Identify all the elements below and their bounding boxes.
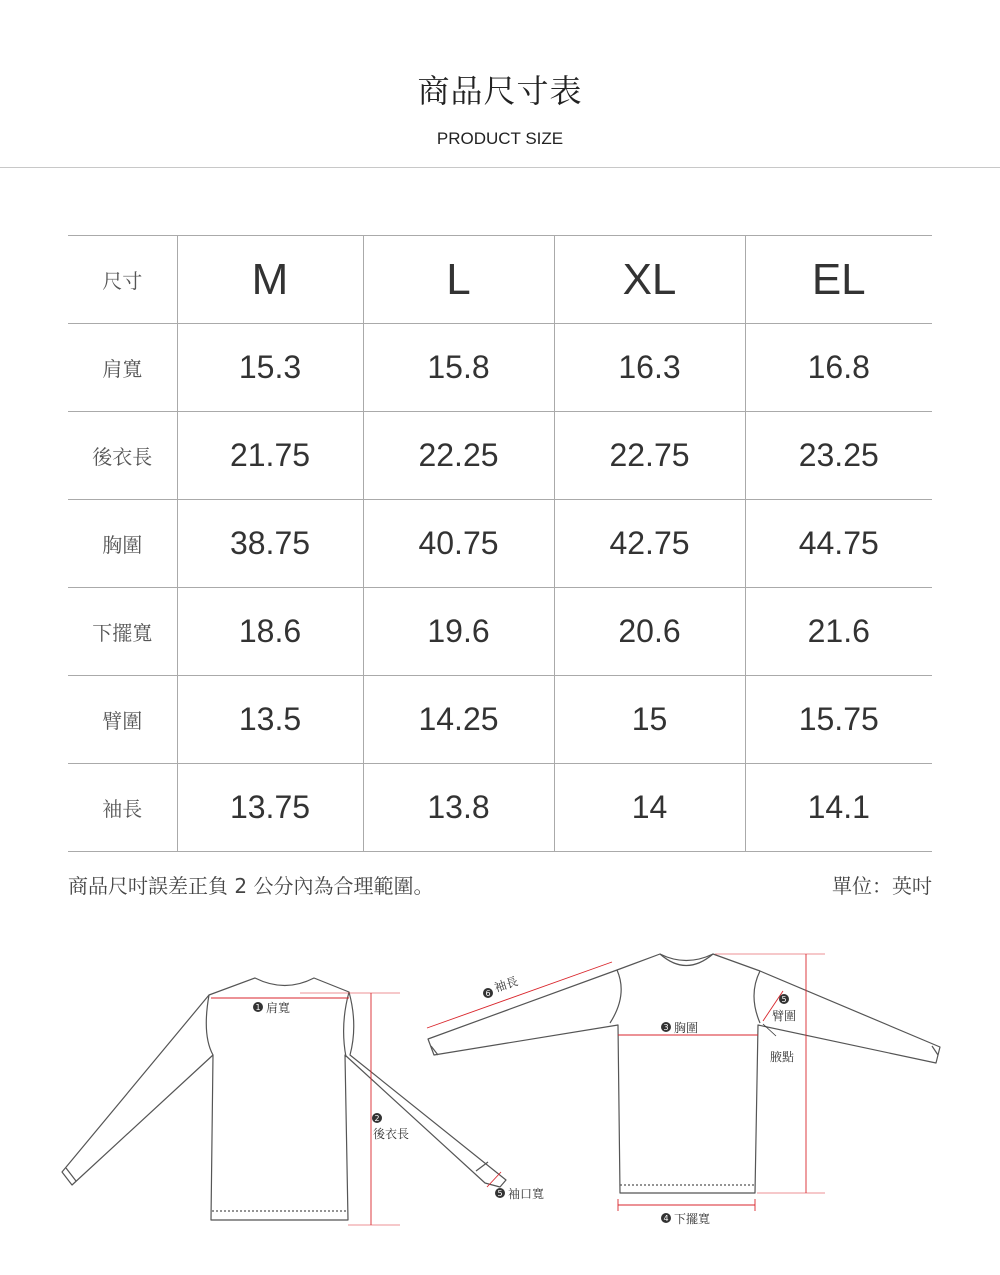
row-label-shoulder: 肩寬: [68, 324, 177, 412]
header-divider: [0, 167, 1000, 168]
table-row: [68, 412, 932, 500]
svg-text:5: 5: [781, 995, 787, 1004]
page-title: 商品尺寸表: [417, 72, 583, 110]
table-cell: 14: [554, 764, 745, 852]
table-cell: 14.25: [363, 676, 554, 764]
svg-text:臂圍: 臂圍: [772, 1009, 797, 1023]
svg-text:5: 5: [497, 1189, 503, 1198]
table-cell: 21.75: [177, 412, 363, 500]
table-cell: 21.6: [745, 588, 932, 676]
table-cell: 16.8: [745, 324, 932, 412]
svg-text:6: 6: [485, 989, 491, 998]
table-cell: 22.25: [363, 412, 554, 500]
size-header-label: 尺寸: [68, 236, 177, 324]
row-label-hem: 下擺寬: [68, 588, 177, 676]
size-col-el: EL: [745, 236, 932, 324]
sleeve-length-line: [427, 962, 612, 1028]
mark-shoulder: [253, 1000, 290, 1015]
table-cell: 42.75: [554, 500, 745, 588]
mark-hem: [661, 1211, 710, 1226]
garment-measurement-diagram: [0, 935, 1000, 1235]
table-cell: 38.75: [177, 500, 363, 588]
row-label-sleeve: 袖長: [68, 764, 177, 852]
table-cell: 15: [554, 676, 745, 764]
row-label-chest: 胸圍: [68, 500, 177, 588]
armpit-pointer: [763, 1024, 776, 1036]
size-table: [68, 235, 932, 852]
table-cell: 44.75: [745, 500, 932, 588]
tolerance-note: 商品尺吋誤差正負 2 公分內為合理範圍。: [68, 874, 434, 898]
mark-chest: [661, 1020, 698, 1035]
table-cell: 15.8: [363, 324, 554, 412]
svg-text:1: 1: [255, 1003, 261, 1012]
table-cell: 15.75: [745, 676, 932, 764]
table-cell: 13.8: [363, 764, 554, 852]
svg-text:肩寬: 肩寬: [266, 1001, 291, 1015]
svg-text:2: 2: [374, 1114, 380, 1123]
size-col-xl: XL: [554, 236, 745, 324]
table-cell: 23.25: [745, 412, 932, 500]
mark-cuff: [495, 1186, 544, 1201]
cuff-width-line: [487, 1172, 501, 1187]
table-cell: 14.1: [745, 764, 932, 852]
armpit-label: 腋點: [770, 1050, 795, 1064]
table-cell: 20.6: [554, 588, 745, 676]
svg-text:後衣長: 後衣長: [373, 1127, 410, 1141]
mark-sleeve-length: [483, 973, 520, 998]
table-cell: 19.6: [363, 588, 554, 676]
mark-back-length: [372, 1113, 409, 1141]
page-subtitle: PRODUCT SIZE: [436, 129, 564, 148]
table-cell: 22.75: [554, 412, 745, 500]
table-cell: 13.75: [177, 764, 363, 852]
unit-label: 單位：英吋: [832, 874, 932, 898]
table-cell: 13.5: [177, 676, 363, 764]
svg-text:3: 3: [663, 1023, 669, 1032]
table-row: [68, 324, 932, 412]
row-label-arm: 臂圍: [68, 676, 177, 764]
table-cell: 40.75: [363, 500, 554, 588]
size-header-row: [68, 236, 932, 324]
svg-text:袖口寬: 袖口寬: [508, 1187, 545, 1201]
table-cell: 15.3: [177, 324, 363, 412]
svg-text:胸圍: 胸圍: [674, 1021, 699, 1035]
table-row: [68, 676, 932, 764]
table-row: [68, 500, 932, 588]
table-cell: 16.3: [554, 324, 745, 412]
size-col-l: L: [363, 236, 554, 324]
table-row: [68, 764, 932, 852]
row-label-back-length: 後衣長: [68, 412, 177, 500]
svg-text:下擺寬: 下擺寬: [674, 1212, 711, 1226]
size-col-m: M: [177, 236, 363, 324]
table-row: [68, 588, 932, 676]
mark-arm: [772, 994, 796, 1023]
svg-text:4: 4: [663, 1214, 669, 1223]
svg-text:袖長: 袖長: [492, 974, 520, 995]
table-cell: 18.6: [177, 588, 363, 676]
